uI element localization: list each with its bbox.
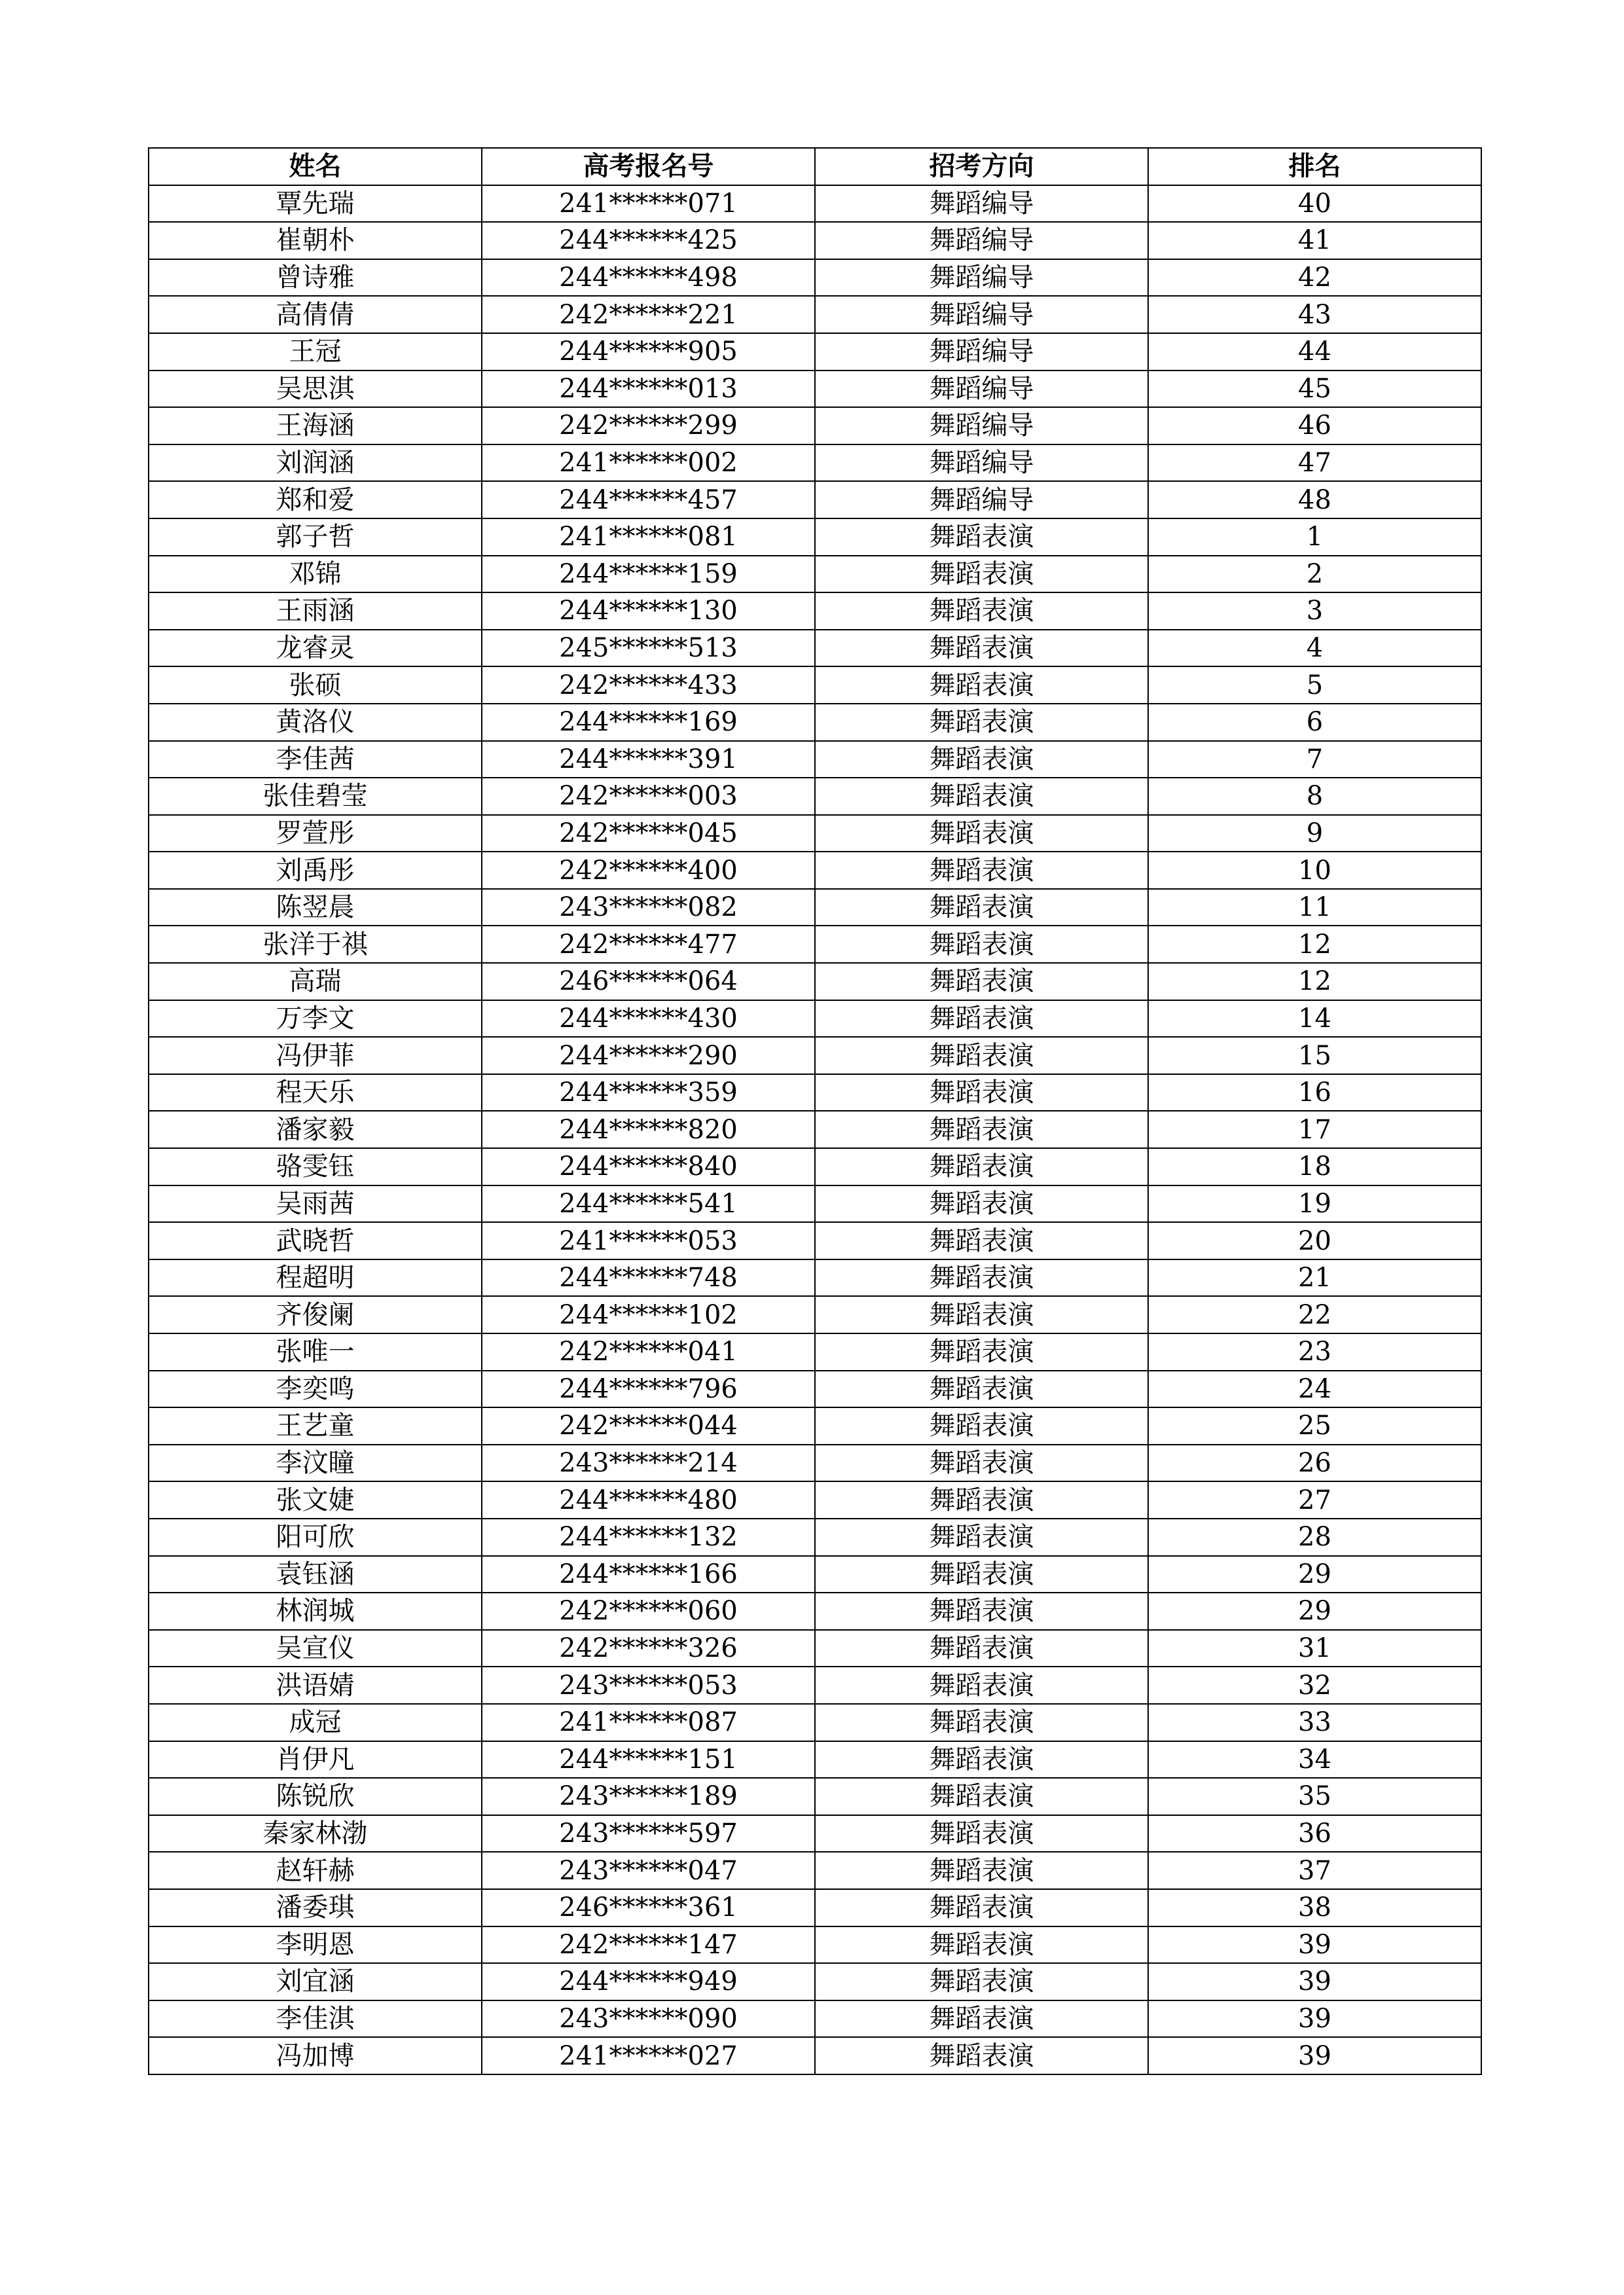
cell-direction: 舞蹈表演 xyxy=(815,1371,1148,1408)
cell-registration-number: 244******391 xyxy=(482,741,815,778)
cell-rank: 33 xyxy=(1148,1704,1481,1741)
cell-registration-number: 244******425 xyxy=(482,222,815,259)
cell-direction: 舞蹈表演 xyxy=(815,1037,1148,1074)
cell-registration-number: 244******840 xyxy=(482,1148,815,1185)
cell-name: 李佳茜 xyxy=(149,741,482,778)
cell-name: 袁钰涵 xyxy=(149,1556,482,1593)
cell-direction: 舞蹈表演 xyxy=(815,1296,1148,1333)
cell-direction: 舞蹈表演 xyxy=(815,2000,1148,2038)
cell-registration-number: 244******359 xyxy=(482,1074,815,1111)
cell-name: 黄洛仪 xyxy=(149,704,482,741)
cell-registration-number: 242******433 xyxy=(482,666,815,704)
cell-rank: 15 xyxy=(1148,1037,1481,1074)
cell-direction: 舞蹈表演 xyxy=(815,592,1148,630)
cell-registration-number: 244******430 xyxy=(482,1000,815,1038)
cell-direction: 舞蹈表演 xyxy=(815,1741,1148,1779)
cell-direction: 舞蹈表演 xyxy=(815,2037,1148,2074)
cell-direction: 舞蹈表演 xyxy=(815,1519,1148,1556)
cell-rank: 29 xyxy=(1148,1593,1481,1630)
cell-registration-number: 243******189 xyxy=(482,1778,815,1815)
cell-name: 曾诗雅 xyxy=(149,259,482,297)
cell-registration-number: 244******169 xyxy=(482,704,815,741)
cell-direction: 舞蹈表演 xyxy=(815,1852,1148,1889)
cell-direction: 舞蹈表演 xyxy=(815,926,1148,963)
cell-rank: 48 xyxy=(1148,481,1481,518)
cell-name: 刘宜涵 xyxy=(149,1963,482,2000)
header-direction: 招考方向 xyxy=(815,148,1148,185)
cell-registration-number: 242******221 xyxy=(482,296,815,333)
table-row xyxy=(149,1222,1481,1259)
cell-rank: 47 xyxy=(1148,444,1481,482)
cell-registration-number: 242******147 xyxy=(482,1926,815,1964)
cell-name: 王海涵 xyxy=(149,407,482,444)
cell-direction: 舞蹈表演 xyxy=(815,1445,1148,1482)
cell-rank: 42 xyxy=(1148,259,1481,297)
cell-registration-number: 244******102 xyxy=(482,1296,815,1333)
cell-rank: 6 xyxy=(1148,704,1481,741)
cell-rank: 27 xyxy=(1148,1481,1481,1519)
cell-name: 齐俊阑 xyxy=(149,1296,482,1333)
cell-name: 李奕鸣 xyxy=(149,1371,482,1408)
cell-name: 李明恩 xyxy=(149,1926,482,1964)
cell-registration-number: 242******041 xyxy=(482,1333,815,1371)
cell-name: 吴思淇 xyxy=(149,370,482,408)
cell-name: 秦家林渤 xyxy=(149,1815,482,1852)
cell-name: 覃先瑞 xyxy=(149,185,482,223)
cell-registration-number: 244******132 xyxy=(482,1519,815,1556)
table-row xyxy=(149,1889,1481,1926)
table-row xyxy=(149,259,1481,297)
cell-name: 程超明 xyxy=(149,1259,482,1297)
cell-rank: 1 xyxy=(1148,518,1481,556)
cell-rank: 34 xyxy=(1148,1741,1481,1779)
cell-rank: 41 xyxy=(1148,222,1481,259)
cell-name: 骆雯钰 xyxy=(149,1148,482,1185)
cell-name: 张洋于祺 xyxy=(149,926,482,963)
cell-registration-number: 244******159 xyxy=(482,556,815,593)
table-row xyxy=(149,1371,1481,1408)
cell-rank: 32 xyxy=(1148,1667,1481,1704)
table-row xyxy=(149,518,1481,556)
table-row xyxy=(149,185,1481,223)
table-row xyxy=(149,556,1481,593)
cell-rank: 9 xyxy=(1148,815,1481,852)
cell-direction: 舞蹈表演 xyxy=(815,1074,1148,1111)
cell-registration-number: 244******541 xyxy=(482,1185,815,1223)
cell-rank: 19 xyxy=(1148,1185,1481,1223)
cell-name: 肖伊凡 xyxy=(149,1741,482,1779)
cell-direction: 舞蹈表演 xyxy=(815,852,1148,889)
cell-rank: 5 xyxy=(1148,666,1481,704)
cell-rank: 44 xyxy=(1148,333,1481,370)
ranking-table xyxy=(148,147,1482,2075)
cell-direction: 舞蹈表演 xyxy=(815,1704,1148,1741)
cell-registration-number: 242******003 xyxy=(482,778,815,815)
cell-name: 王冠 xyxy=(149,333,482,370)
cell-direction: 舞蹈编导 xyxy=(815,407,1148,444)
cell-registration-number: 243******047 xyxy=(482,1852,815,1889)
cell-name: 张佳碧莹 xyxy=(149,778,482,815)
cell-rank: 20 xyxy=(1148,1222,1481,1259)
cell-direction: 舞蹈表演 xyxy=(815,741,1148,778)
cell-direction: 舞蹈表演 xyxy=(815,1333,1148,1371)
cell-direction: 舞蹈表演 xyxy=(815,963,1148,1000)
table-header-row xyxy=(149,148,1481,185)
cell-name: 高倩倩 xyxy=(149,296,482,333)
table-row xyxy=(149,444,1481,482)
cell-rank: 39 xyxy=(1148,1963,1481,2000)
header-name: 姓名 xyxy=(149,148,482,185)
cell-registration-number: 242******045 xyxy=(482,815,815,852)
cell-direction: 舞蹈表演 xyxy=(815,556,1148,593)
cell-registration-number: 244******013 xyxy=(482,370,815,408)
cell-direction: 舞蹈表演 xyxy=(815,1000,1148,1038)
cell-direction: 舞蹈表演 xyxy=(815,1667,1148,1704)
cell-rank: 29 xyxy=(1148,1556,1481,1593)
table-row xyxy=(149,1778,1481,1815)
table-row xyxy=(149,1481,1481,1519)
cell-rank: 12 xyxy=(1148,963,1481,1000)
table-row xyxy=(149,889,1481,926)
table-row xyxy=(149,1815,1481,1852)
header-rank: 排名 xyxy=(1148,148,1481,185)
cell-name: 李汶瞳 xyxy=(149,1445,482,1482)
cell-registration-number: 246******064 xyxy=(482,963,815,1000)
table-row xyxy=(149,1667,1481,1704)
cell-rank: 24 xyxy=(1148,1371,1481,1408)
cell-name: 高瑞 xyxy=(149,963,482,1000)
table-row xyxy=(149,481,1481,518)
cell-name: 龙睿灵 xyxy=(149,630,482,667)
cell-rank: 37 xyxy=(1148,1852,1481,1889)
cell-rank: 16 xyxy=(1148,1074,1481,1111)
cell-registration-number: 244******820 xyxy=(482,1111,815,1148)
cell-rank: 25 xyxy=(1148,1407,1481,1445)
cell-direction: 舞蹈编导 xyxy=(815,259,1148,297)
cell-registration-number: 242******060 xyxy=(482,1593,815,1630)
table-row xyxy=(149,704,1481,741)
cell-rank: 28 xyxy=(1148,1519,1481,1556)
cell-direction: 舞蹈表演 xyxy=(815,630,1148,667)
cell-registration-number: 244******949 xyxy=(482,1963,815,2000)
cell-registration-number: 243******214 xyxy=(482,1445,815,1482)
cell-rank: 23 xyxy=(1148,1333,1481,1371)
cell-rank: 43 xyxy=(1148,296,1481,333)
cell-registration-number: 242******299 xyxy=(482,407,815,444)
cell-registration-number: 243******090 xyxy=(482,2000,815,2038)
table-row xyxy=(149,1926,1481,1964)
table-row xyxy=(149,1259,1481,1297)
cell-registration-number: 241******087 xyxy=(482,1704,815,1741)
cell-name: 潘家毅 xyxy=(149,1111,482,1148)
cell-registration-number: 244******130 xyxy=(482,592,815,630)
cell-name: 刘禹彤 xyxy=(149,852,482,889)
cell-name: 成冠 xyxy=(149,1704,482,1741)
cell-name: 郑和爱 xyxy=(149,481,482,518)
cell-direction: 舞蹈表演 xyxy=(815,1630,1148,1667)
cell-name: 张硕 xyxy=(149,666,482,704)
table-row xyxy=(149,1630,1481,1667)
cell-name: 崔朝朴 xyxy=(149,222,482,259)
table-row xyxy=(149,1704,1481,1741)
table-row xyxy=(149,778,1481,815)
table-row xyxy=(149,1111,1481,1148)
cell-rank: 38 xyxy=(1148,1889,1481,1926)
table-row xyxy=(149,222,1481,259)
cell-registration-number: 242******400 xyxy=(482,852,815,889)
cell-registration-number: 243******597 xyxy=(482,1815,815,1852)
cell-rank: 11 xyxy=(1148,889,1481,926)
cell-registration-number: 246******361 xyxy=(482,1889,815,1926)
cell-rank: 3 xyxy=(1148,592,1481,630)
cell-rank: 35 xyxy=(1148,1778,1481,1815)
cell-direction: 舞蹈表演 xyxy=(815,889,1148,926)
cell-rank: 12 xyxy=(1148,926,1481,963)
cell-name: 张文婕 xyxy=(149,1481,482,1519)
table-row xyxy=(149,1519,1481,1556)
cell-direction: 舞蹈表演 xyxy=(815,778,1148,815)
cell-name: 张唯一 xyxy=(149,1333,482,1371)
cell-rank: 4 xyxy=(1148,630,1481,667)
header-registration-number: 高考报名号 xyxy=(482,148,815,185)
cell-rank: 7 xyxy=(1148,741,1481,778)
cell-direction: 舞蹈表演 xyxy=(815,1926,1148,1964)
table-row xyxy=(149,407,1481,444)
cell-rank: 22 xyxy=(1148,1296,1481,1333)
cell-direction: 舞蹈编导 xyxy=(815,370,1148,408)
cell-registration-number: 243******053 xyxy=(482,1667,815,1704)
cell-direction: 舞蹈表演 xyxy=(815,1556,1148,1593)
cell-direction: 舞蹈表演 xyxy=(815,1111,1148,1148)
cell-direction: 舞蹈表演 xyxy=(815,1148,1148,1185)
cell-rank: 40 xyxy=(1148,185,1481,223)
cell-name: 林润城 xyxy=(149,1593,482,1630)
table-row xyxy=(149,1296,1481,1333)
table-row xyxy=(149,926,1481,963)
table-row xyxy=(149,1037,1481,1074)
cell-name: 洪语婧 xyxy=(149,1667,482,1704)
table-row xyxy=(149,1852,1481,1889)
cell-rank: 36 xyxy=(1148,1815,1481,1852)
cell-name: 潘委琪 xyxy=(149,1889,482,1926)
cell-registration-number: 244******498 xyxy=(482,259,815,297)
cell-direction: 舞蹈编导 xyxy=(815,481,1148,518)
cell-rank: 39 xyxy=(1148,1926,1481,1964)
cell-direction: 舞蹈表演 xyxy=(815,1889,1148,1926)
table-row xyxy=(149,1593,1481,1630)
table-row xyxy=(149,1333,1481,1371)
cell-registration-number: 244******796 xyxy=(482,1371,815,1408)
cell-rank: 31 xyxy=(1148,1630,1481,1667)
cell-registration-number: 244******290 xyxy=(482,1037,815,1074)
cell-name: 罗萱彤 xyxy=(149,815,482,852)
cell-rank: 26 xyxy=(1148,1445,1481,1482)
cell-registration-number: 245******513 xyxy=(482,630,815,667)
cell-registration-number: 241******002 xyxy=(482,444,815,482)
cell-name: 万李文 xyxy=(149,1000,482,1038)
table-row xyxy=(149,852,1481,889)
cell-registration-number: 241******053 xyxy=(482,1222,815,1259)
cell-name: 陈锐欣 xyxy=(149,1778,482,1815)
cell-rank: 2 xyxy=(1148,556,1481,593)
cell-rank: 10 xyxy=(1148,852,1481,889)
cell-rank: 39 xyxy=(1148,2037,1481,2074)
cell-direction: 舞蹈表演 xyxy=(815,1963,1148,2000)
cell-name: 阳可欣 xyxy=(149,1519,482,1556)
cell-direction: 舞蹈表演 xyxy=(815,815,1148,852)
cell-direction: 舞蹈编导 xyxy=(815,222,1148,259)
cell-name: 吴宣仪 xyxy=(149,1630,482,1667)
cell-direction: 舞蹈表演 xyxy=(815,1407,1148,1445)
table-row xyxy=(149,741,1481,778)
cell-rank: 14 xyxy=(1148,1000,1481,1038)
cell-rank: 39 xyxy=(1148,2000,1481,2038)
cell-registration-number: 242******477 xyxy=(482,926,815,963)
cell-registration-number: 244******151 xyxy=(482,1741,815,1779)
cell-name: 武晓哲 xyxy=(149,1222,482,1259)
cell-name: 邓锦 xyxy=(149,556,482,593)
cell-direction: 舞蹈编导 xyxy=(815,185,1148,223)
cell-name: 王艺童 xyxy=(149,1407,482,1445)
cell-direction: 舞蹈编导 xyxy=(815,296,1148,333)
cell-name: 吴雨茜 xyxy=(149,1185,482,1223)
cell-direction: 舞蹈表演 xyxy=(815,518,1148,556)
cell-name: 李佳淇 xyxy=(149,2000,482,2038)
table-row xyxy=(149,1407,1481,1445)
cell-rank: 46 xyxy=(1148,407,1481,444)
cell-registration-number: 244******457 xyxy=(482,481,815,518)
table-row xyxy=(149,1445,1481,1482)
cell-direction: 舞蹈表演 xyxy=(815,1481,1148,1519)
cell-name: 陈翌晨 xyxy=(149,889,482,926)
table-row xyxy=(149,1074,1481,1111)
cell-direction: 舞蹈表演 xyxy=(815,1815,1148,1852)
cell-direction: 舞蹈表演 xyxy=(815,704,1148,741)
cell-direction: 舞蹈表演 xyxy=(815,666,1148,704)
cell-name: 冯加博 xyxy=(149,2037,482,2074)
cell-registration-number: 242******044 xyxy=(482,1407,815,1445)
table-row xyxy=(149,963,1481,1000)
table-row xyxy=(149,333,1481,370)
cell-name: 赵轩赫 xyxy=(149,1852,482,1889)
cell-registration-number: 244******480 xyxy=(482,1481,815,1519)
table-row xyxy=(149,1000,1481,1038)
cell-registration-number: 242******326 xyxy=(482,1630,815,1667)
cell-registration-number: 244******748 xyxy=(482,1259,815,1297)
table-row xyxy=(149,592,1481,630)
cell-registration-number: 244******166 xyxy=(482,1556,815,1593)
cell-direction: 舞蹈表演 xyxy=(815,1259,1148,1297)
cell-rank: 21 xyxy=(1148,1259,1481,1297)
cell-registration-number: 244******905 xyxy=(482,333,815,370)
table-row xyxy=(149,370,1481,408)
cell-name: 冯伊菲 xyxy=(149,1037,482,1074)
cell-rank: 17 xyxy=(1148,1111,1481,1148)
cell-direction: 舞蹈表演 xyxy=(815,1778,1148,1815)
cell-direction: 舞蹈表演 xyxy=(815,1185,1148,1223)
cell-name: 刘润涵 xyxy=(149,444,482,482)
cell-direction: 舞蹈编导 xyxy=(815,444,1148,482)
cell-registration-number: 241******071 xyxy=(482,185,815,223)
cell-direction: 舞蹈表演 xyxy=(815,1222,1148,1259)
cell-registration-number: 243******082 xyxy=(482,889,815,926)
table-row xyxy=(149,1185,1481,1223)
table-row xyxy=(149,1741,1481,1779)
cell-registration-number: 241******027 xyxy=(482,2037,815,2074)
table-row xyxy=(149,1963,1481,2000)
table-row xyxy=(149,1148,1481,1185)
cell-direction: 舞蹈编导 xyxy=(815,333,1148,370)
table-body xyxy=(149,185,1481,2074)
table-row xyxy=(149,296,1481,333)
table-row xyxy=(149,2037,1481,2074)
cell-rank: 8 xyxy=(1148,778,1481,815)
cell-name: 王雨涵 xyxy=(149,592,482,630)
table-row xyxy=(149,815,1481,852)
cell-direction: 舞蹈表演 xyxy=(815,1593,1148,1630)
cell-rank: 18 xyxy=(1148,1148,1481,1185)
table-row xyxy=(149,2000,1481,2038)
table-row xyxy=(149,630,1481,667)
cell-registration-number: 241******081 xyxy=(482,518,815,556)
table-row xyxy=(149,666,1481,704)
table-row xyxy=(149,1556,1481,1593)
cell-name: 郭子哲 xyxy=(149,518,482,556)
cell-rank: 45 xyxy=(1148,370,1481,408)
cell-name: 程天乐 xyxy=(149,1074,482,1111)
